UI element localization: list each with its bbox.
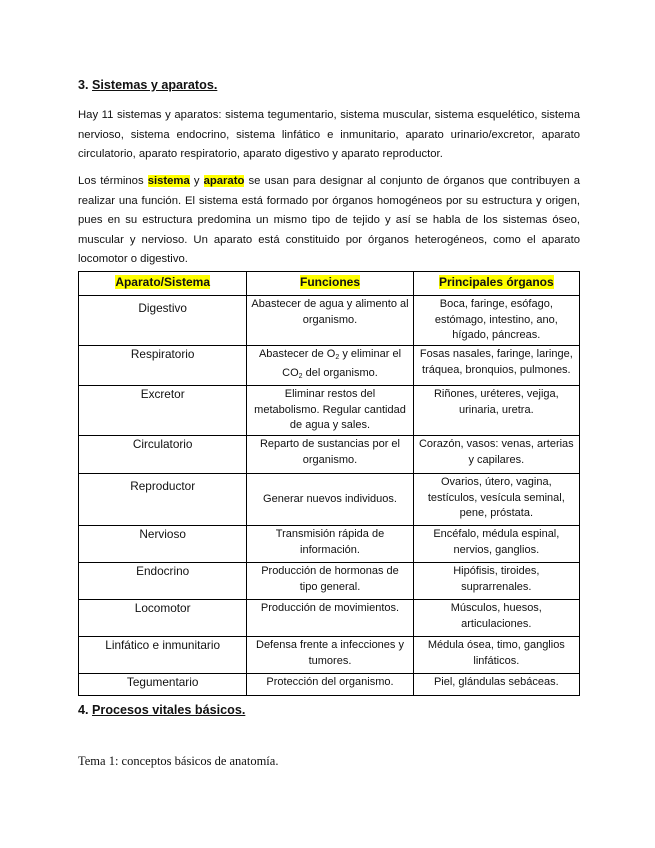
cell-organs: Encéfalo, médula espinal, nervios, ganglios. [413, 526, 579, 563]
cell-system: Linfático e inmunitario [79, 637, 247, 674]
cell-function: Defensa frente a infecciones y tumores. [247, 637, 413, 674]
definition-text-1: Los términos [78, 175, 148, 187]
cell-system: Endocrino [79, 563, 247, 600]
table-row [79, 296, 580, 346]
intro-paragraph: Hay 11 sistemas y aparatos: sistema tegumentario, sistema muscular, sistema esquelético, sistema nervioso, sistema endocrino, sistema linfático e inmunitario, aparato urinario/excretor, aparato circulatorio, aparato respiratorio, aparato digestivo y aparato reproductor. [78, 109, 580, 160]
header-organs: Principales órganos [413, 272, 579, 296]
section-3-heading [78, 78, 217, 92]
cell-system: Respiratorio [79, 346, 247, 386]
highlight-aparato: aparato [203, 175, 245, 187]
cell-function: Protección del organismo. [247, 674, 413, 696]
cell-organs: Fosas nasales, faringe, laringe, tráquea, bronquios, pulmones. [413, 346, 579, 386]
header-system: Aparato/Sistema [79, 272, 247, 296]
cell-system: Locomotor [79, 600, 247, 637]
table-row [79, 474, 580, 526]
cell-function: Reparto de sustancias por el organismo. [247, 436, 413, 474]
highlight-sistema: sistema [147, 175, 190, 187]
header-functions: Funciones [247, 272, 413, 296]
cell-function: Eliminar restos del metabolismo. Regular cantidad de agua y sales. [247, 386, 413, 436]
cell-function: Producción de hormonas de tipo general. [247, 563, 413, 600]
table-row [79, 386, 580, 436]
section-4-heading [78, 703, 245, 717]
cell-organs: Boca, faringe, esófago, estómago, intestino, ano, hígado, páncreas. [413, 296, 579, 346]
section-4-title: Procesos vitales básicos. [92, 703, 246, 717]
cell-system: Reproductor [79, 474, 247, 526]
table-row [79, 563, 580, 600]
section-4-number: 4. [78, 703, 89, 717]
cell-system: Nervioso [79, 526, 247, 563]
cell-organs: Hipófisis, tiroides, suprarrenales. [413, 563, 579, 600]
cell-function: Generar nuevos individuos. [247, 474, 413, 526]
section-3-number: 3. [78, 78, 89, 92]
table-row [79, 600, 580, 637]
definition-text-3: se usan para designar al conjunto de órganos que contribuyen a realizar una función. El sistema está formado por órganos homogéneos por su estructura y origen, pues en su estructura predomina un mismo tipo de tejido y así se habla de los sistemas óseo, muscular y nervioso. Un aparato está constituido por órganos heterogéneos, como el aparato locomotor o digestivo. [78, 175, 580, 265]
cell-function: Producción de movimientos. [247, 600, 413, 637]
cell-organs: Médula ósea, timo, ganglios linfáticos. [413, 637, 579, 674]
table-row [79, 526, 580, 563]
cell-system: Digestivo [79, 296, 247, 346]
table-row [79, 346, 580, 386]
cell-function: Transmisión rápida de información. [247, 526, 413, 563]
cell-system: Tegumentario [79, 674, 247, 696]
cell-organs: Riñones, uréteres, vejiga, urinaria, uretra. [413, 386, 579, 436]
definition-paragraph [78, 172, 580, 270]
cell-system: Circulatorio [79, 436, 247, 474]
table-row [79, 674, 580, 696]
cell-system: Excretor [79, 386, 247, 436]
cell-function: Abastecer de agua y alimento al organismo. [247, 296, 413, 346]
systems-table [78, 271, 580, 696]
cell-function: Abastecer de $O_2$ y eliminar el $CO_2$ del organismo. [247, 346, 413, 386]
cell-organs: Corazón, vasos: venas, arterias y capilares. [413, 436, 579, 474]
table-header-row [79, 272, 580, 296]
definition-text-2: y [189, 175, 204, 187]
cell-organs: Músculos, huesos, articulaciones. [413, 600, 579, 637]
table-row [79, 436, 580, 474]
table-row [79, 637, 580, 674]
section-3-title: Sistemas y aparatos. [92, 78, 218, 92]
cell-organs: Ovarios, útero, vagina, testículos, vesícula seminal, pene, próstata. [413, 474, 579, 526]
page-footer: Tema 1: conceptos básicos de anatomía. [78, 754, 279, 768]
cell-organs: Piel, glándulas sebáceas. [413, 674, 579, 696]
